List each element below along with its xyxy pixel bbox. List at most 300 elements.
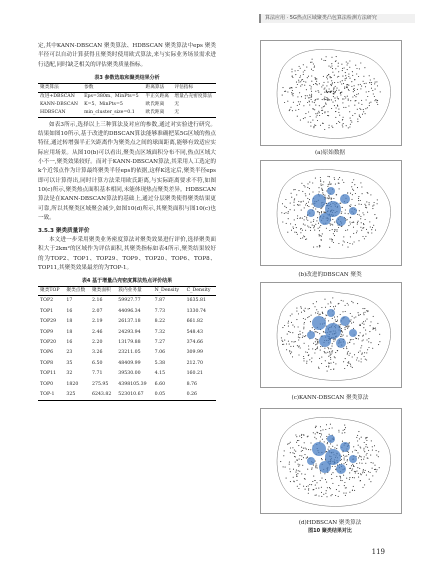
site-point — [329, 352, 330, 353]
site-point — [327, 115, 328, 116]
site-point — [343, 430, 344, 431]
site-point — [378, 456, 379, 457]
site-point — [304, 216, 305, 217]
site-point — [316, 463, 317, 464]
site-point — [316, 494, 317, 495]
site-point — [293, 189, 294, 190]
table4-cell: 160.21 — [186, 371, 203, 377]
table4-cell: TOP1 — [40, 308, 54, 314]
site-point — [364, 308, 365, 309]
table4-row — [38, 369, 216, 379]
hotspot-cluster — [327, 435, 335, 443]
site-point — [309, 194, 310, 195]
site-point — [301, 434, 302, 435]
site-point — [327, 75, 328, 76]
site-point — [366, 352, 367, 353]
table4-cell: 6243.82 — [90, 390, 116, 401]
site-point — [338, 496, 339, 497]
site-point — [338, 63, 339, 64]
table4-cell: TOP8 — [40, 360, 54, 366]
site-point — [300, 306, 301, 307]
site-point — [334, 179, 335, 180]
site-point — [345, 305, 346, 306]
site-point — [333, 341, 334, 342]
site-point — [365, 113, 366, 114]
site-point — [303, 81, 304, 82]
site-point — [298, 190, 299, 191]
site-point — [321, 211, 322, 212]
site-point — [354, 477, 355, 478]
site-point — [312, 225, 313, 226]
site-point — [329, 196, 330, 197]
site-point — [301, 210, 302, 211]
table4-cell: 2.46 — [91, 329, 103, 335]
site-point — [307, 220, 308, 221]
site-point — [321, 478, 322, 479]
site-point — [347, 460, 348, 461]
site-point — [281, 212, 282, 213]
site-point — [298, 80, 299, 81]
site-point — [332, 72, 333, 73]
site-point — [344, 67, 345, 68]
site-point — [349, 355, 350, 356]
site-point — [304, 336, 305, 337]
site-point — [282, 344, 283, 345]
site-point — [294, 453, 295, 454]
site-point — [303, 224, 304, 225]
site-point — [297, 116, 298, 117]
site-point — [319, 433, 320, 434]
site-point — [288, 211, 289, 212]
table3-header-cell: 参数 — [82, 83, 143, 92]
site-point — [324, 473, 325, 474]
site-point — [283, 455, 284, 456]
site-point — [317, 332, 318, 333]
site-point — [287, 213, 288, 214]
site-point — [329, 125, 330, 126]
site-point — [337, 320, 338, 321]
site-point — [301, 437, 302, 438]
table4-cell: 1635.81 — [186, 298, 206, 304]
site-point — [292, 226, 293, 227]
site-point — [321, 94, 322, 95]
site-point — [359, 210, 360, 211]
site-point — [333, 93, 334, 94]
hotspot-cluster — [312, 442, 326, 456]
site-point — [348, 98, 349, 99]
site-point — [355, 193, 356, 194]
site-point — [325, 493, 326, 494]
site-point — [351, 470, 352, 471]
site-point — [365, 438, 366, 439]
site-point — [354, 241, 355, 242]
site-point — [326, 496, 327, 497]
site-point — [305, 335, 306, 336]
site-point — [377, 203, 378, 204]
site-point — [326, 482, 327, 483]
site-point — [376, 469, 377, 470]
site-point — [375, 89, 376, 90]
site-point — [296, 470, 297, 471]
site-point — [336, 229, 337, 230]
site-point — [303, 64, 304, 65]
site-point — [370, 455, 371, 456]
site-point — [328, 320, 329, 321]
site-point — [286, 223, 287, 224]
site-point — [312, 327, 313, 328]
site-point — [334, 317, 335, 318]
site-point — [336, 56, 337, 57]
site-point — [326, 436, 327, 437]
site-point — [315, 105, 316, 106]
site-point — [358, 457, 359, 458]
table4-cell: 7.27 — [154, 339, 166, 345]
site-point — [362, 323, 363, 324]
site-point — [353, 446, 354, 447]
site-point — [325, 60, 326, 61]
site-point — [316, 344, 317, 345]
site-point — [299, 436, 300, 437]
site-point — [358, 103, 359, 104]
table4-cell: 35 — [66, 360, 73, 366]
site-point — [312, 348, 313, 349]
site-point — [351, 186, 352, 187]
site-point — [365, 236, 366, 237]
site-point — [361, 354, 362, 355]
site-point — [331, 108, 332, 109]
site-point — [334, 308, 335, 309]
site-point — [309, 97, 310, 98]
site-point — [306, 238, 307, 239]
site-point — [358, 360, 359, 361]
site-point — [291, 352, 292, 353]
site-point — [347, 354, 348, 355]
site-point — [291, 322, 292, 323]
site-point — [370, 79, 371, 80]
site-point — [343, 475, 344, 476]
site-point — [294, 210, 295, 211]
site-point — [365, 463, 366, 464]
site-point — [369, 331, 370, 332]
site-point — [337, 316, 338, 317]
site-point — [351, 323, 352, 324]
site-point — [326, 90, 327, 91]
site-point — [351, 81, 352, 82]
site-point — [324, 129, 325, 130]
site-point — [298, 337, 299, 338]
site-point — [324, 112, 325, 113]
site-point — [315, 341, 316, 342]
site-point — [309, 182, 310, 183]
site-point — [375, 469, 376, 470]
site-point — [366, 229, 367, 230]
site-point — [322, 429, 323, 430]
site-point — [300, 120, 301, 121]
site-point — [366, 83, 367, 84]
site-point — [344, 327, 345, 328]
site-point — [325, 314, 326, 315]
site-point — [336, 476, 337, 477]
site-point — [301, 183, 302, 184]
table4-cell: 48409.99 — [118, 360, 141, 366]
site-point — [347, 362, 348, 363]
site-point — [298, 201, 299, 202]
site-point — [319, 358, 320, 359]
site-point — [344, 459, 345, 460]
table3-cell: KANN-DBSCAN — [40, 101, 78, 107]
site-point — [333, 306, 334, 307]
site-point — [294, 198, 295, 199]
site-point — [336, 489, 337, 490]
site-point — [335, 100, 336, 101]
site-point — [352, 490, 353, 491]
table4-cell: 59927.77 — [118, 298, 141, 304]
site-point — [303, 318, 304, 319]
site-point — [374, 445, 375, 446]
table3-row — [38, 109, 216, 118]
site-point — [316, 116, 317, 117]
site-point — [364, 451, 365, 452]
site-point — [292, 356, 293, 357]
hotspot-cluster — [312, 194, 326, 208]
site-point — [349, 243, 350, 244]
site-point — [307, 77, 308, 78]
site-point — [328, 115, 329, 116]
site-point — [372, 475, 373, 476]
site-point — [369, 82, 370, 83]
site-point — [363, 459, 364, 460]
site-point — [320, 472, 321, 473]
site-point — [358, 431, 359, 432]
site-point — [301, 473, 302, 474]
site-point — [363, 469, 364, 470]
site-point — [362, 212, 363, 213]
site-point — [303, 457, 304, 458]
site-point — [319, 191, 320, 192]
site-point — [357, 452, 358, 453]
site-point — [299, 204, 300, 205]
site-point — [350, 124, 351, 125]
site-point — [343, 300, 344, 301]
site-point — [351, 199, 352, 200]
site-point — [287, 232, 288, 233]
site-point — [364, 67, 365, 68]
site-point — [330, 301, 331, 302]
site-point — [322, 192, 323, 193]
site-point — [299, 459, 300, 460]
site-point — [313, 63, 314, 64]
site-point — [347, 69, 348, 70]
site-point — [331, 83, 332, 84]
site-point — [289, 88, 290, 89]
site-point — [326, 56, 327, 57]
site-point — [289, 344, 290, 345]
site-point — [320, 436, 321, 437]
site-point — [376, 450, 377, 451]
site-point — [352, 71, 353, 72]
site-point — [303, 328, 304, 329]
site-point — [318, 488, 319, 489]
site-point — [307, 352, 308, 353]
figure-panel-c — [260, 282, 402, 388]
table3-row — [38, 92, 216, 101]
site-point — [364, 83, 365, 84]
site-point — [326, 366, 327, 367]
site-point — [300, 86, 301, 87]
site-point — [357, 89, 358, 90]
site-point — [317, 246, 318, 247]
site-point — [380, 91, 381, 92]
site-point — [327, 176, 328, 177]
site-point — [360, 314, 361, 315]
site-point — [324, 212, 325, 213]
site-point — [345, 456, 346, 457]
site-point — [357, 224, 358, 225]
site-point — [314, 67, 315, 68]
site-point — [340, 477, 341, 478]
site-point — [369, 221, 370, 222]
site-point — [302, 465, 303, 466]
site-point — [361, 463, 362, 464]
site-point — [296, 442, 297, 443]
site-point — [330, 495, 331, 496]
site-point — [357, 222, 358, 223]
site-point — [308, 202, 309, 203]
site-point — [330, 357, 331, 358]
site-point — [368, 91, 369, 92]
site-point — [364, 352, 365, 353]
site-point — [318, 187, 319, 188]
site-point — [364, 238, 365, 239]
site-point — [325, 360, 326, 361]
site-point — [308, 355, 309, 356]
site-point — [309, 188, 310, 189]
site-point — [300, 238, 301, 239]
site-point — [341, 92, 342, 93]
site-point — [360, 216, 361, 217]
site-point — [301, 312, 302, 313]
site-point — [364, 356, 365, 357]
figure-caption-d: (d)HDBSCAN 聚类算法 — [298, 520, 362, 526]
site-point — [361, 86, 362, 87]
site-point — [296, 87, 297, 88]
site-point — [336, 231, 337, 232]
site-point — [362, 193, 363, 194]
table4-cell: 13179.88 — [118, 339, 141, 345]
site-point — [340, 314, 341, 315]
site-point — [334, 356, 335, 357]
site-point — [318, 211, 319, 212]
site-point — [318, 111, 319, 112]
site-point — [332, 494, 333, 495]
site-point — [321, 458, 322, 459]
site-point — [313, 219, 314, 220]
site-point — [358, 204, 359, 205]
site-point — [360, 218, 361, 219]
site-point — [374, 214, 375, 215]
site-point — [294, 199, 295, 200]
site-point — [314, 437, 315, 438]
table4-cell: 26137.18 — [118, 319, 141, 325]
site-point — [335, 319, 336, 320]
site-point — [365, 219, 366, 220]
site-point — [329, 223, 330, 224]
site-point — [328, 66, 329, 67]
site-point — [297, 204, 298, 205]
site-point — [303, 360, 304, 361]
site-point — [360, 182, 361, 183]
site-point — [347, 229, 348, 230]
page-number: 119 — [371, 548, 385, 556]
site-point — [344, 241, 345, 242]
site-point — [366, 359, 367, 360]
site-point — [362, 353, 363, 354]
table4-cell: 18 — [66, 319, 73, 325]
site-point — [297, 215, 298, 216]
site-point — [329, 176, 330, 177]
site-point — [305, 489, 306, 490]
site-point — [300, 217, 301, 218]
site-point — [306, 458, 307, 459]
site-point — [346, 348, 347, 349]
site-point — [351, 122, 352, 123]
site-point — [320, 208, 321, 209]
site-point — [347, 242, 348, 243]
site-point — [370, 102, 371, 103]
site-point — [313, 70, 314, 71]
table4-cell: 39530.00 — [118, 371, 141, 377]
site-point — [331, 346, 332, 347]
site-point — [332, 343, 333, 344]
site-point — [339, 177, 340, 178]
site-point — [289, 110, 290, 111]
site-point — [298, 334, 299, 335]
site-point — [295, 341, 296, 342]
site-point — [333, 233, 334, 234]
site-point — [361, 230, 362, 231]
site-point — [342, 441, 343, 442]
site-point — [299, 337, 300, 338]
site-point — [358, 473, 359, 474]
site-point — [359, 438, 360, 439]
site-point — [325, 103, 326, 104]
site-point — [338, 71, 339, 72]
site-point — [330, 348, 331, 349]
hotspot-cluster — [307, 209, 315, 217]
site-point — [316, 301, 317, 302]
site-point — [298, 109, 299, 110]
site-point — [329, 182, 330, 183]
site-point — [322, 110, 323, 111]
site-point — [336, 194, 337, 195]
site-point — [288, 331, 289, 332]
site-point — [292, 447, 293, 448]
site-point — [313, 465, 314, 466]
site-point — [280, 461, 281, 462]
table4-header-cell: 聚类面积 — [90, 287, 116, 296]
site-point — [350, 118, 351, 119]
table3-cell: 无 — [172, 109, 216, 118]
site-point — [327, 198, 328, 199]
site-point — [310, 222, 311, 223]
table4-row — [38, 338, 216, 348]
figure-panel-d — [260, 408, 402, 514]
paragraph-3: 本文进一步采用聚类业务密度算法对聚类效果进行评价,选择聚类面积大于2km²的区域作为评估面积,其聚类指标如表4所示,聚类结果较好的为TOP2、TOP1、TOP29、TOP9、TOP20、TOP6、TOP8、TOP11,其聚类效果最差的为TOP-1。 — [38, 237, 216, 272]
site-point — [374, 328, 375, 329]
site-point — [329, 434, 330, 435]
site-point — [375, 230, 376, 231]
site-point — [318, 314, 319, 315]
